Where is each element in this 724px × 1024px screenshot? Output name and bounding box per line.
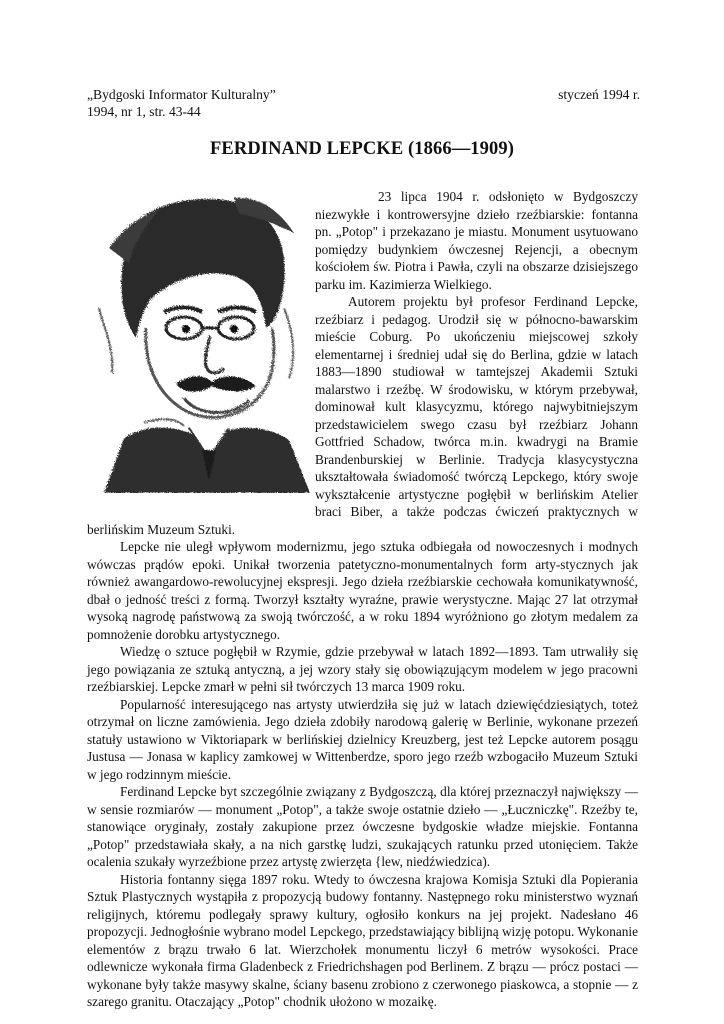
source-citation (87, 86, 276, 120)
paragraph-2: Autorem projektu był profesor Ferdinand Lepcke, rzeźbiarz i pedagog. Urodził się w północno-bawarskim mieście Coburg. Po ukończeniu miejscowej szkoły elementarnej i średniej udał się do Berlina, gdzie w latach 1883—1890 studiował w tamtejszej Akademii Sztuki malarstwo i rzeźbę. W środowisku, w którym przebywał, dominował kult klasycyzmu, którego najwybitniejszym przedstawicielem swego czasu był rzeźbiarz Johann Gottfried Schadow, twórca m.in. kwadrygi na Bramie Brandenburskiej w Berlinie. Tradycja klasycystyczna ukształtowała świadomość twórczą Lepckego, który swoje wykształcenie artystyczne pogłębił w berlińskim Atelier braci Biber, a także podczas ćwiczeń praktycznych w berlińskim Muzeum Sztuki. (87, 294, 638, 537)
source-line-1: „Bydgoski Informator Kulturalny” (87, 87, 276, 102)
paragraph-6: Ferdinand Lepcke byt szczególnie związany z Bydgoszczą, dla której przeznaczył największy — w sensie rozmiarów — monument „Potop", a także swoje ostatnie dzieło — „Łuczniczkę". Rzeźby te, stanowiące oryginały, zostały zakupione przez ówczesne bydgoskie władze miejskie. Fontanna „Potop" przedstawiała skały, a na nich garstkę ludzi, szukających ratunku przed utonięciem. Także ocalenia szukały wyrzeźbione przez artystę zwierzęta {lew, niedźwiedzica). (87, 784, 638, 869)
paragraph-1: 23 lipca 1904 r. odsłonięto w Bydgoszczy niezwykłe i kontrowersyjne dzieło rzeźbiarskie: fontanna pn. „Potop" i przekazano je miastu. Monument usytuowano pomiędzy budynkiem ówczesnej Rejencji, a obecnym kościołem św. Piotra i Pawła, czyli na obszarze dzisiejszego parku im. Kazimierza Wielkiego. (315, 189, 638, 292)
article-body (87, 188, 638, 1011)
paragraph-3: Lepcke nie uległ wpływom modernizmu, jego sztuka odbiegała od nowoczesnych i modnych wówczas prądów epoki. Unikał tworzenia patetyczno-monumentalnych form arty-stycznych jak również awangardowo-rewolucyjnej ekspresji. Jego dzieła rzeźbiarskie cechowała komunikatywność, dbał o jedność treści z formą. Tworzył kształty wyraźne, prawie werystyczne. Mając 27 lat otrzymał wysoką nagrodę państwową za swoją twórczość, a w roku 1894 wyróżniono go złotym medalem za pomnożenie dorobku artystycznego. (87, 539, 638, 642)
article-title: FERDINAND LEPCKE (1866—1909) (210, 139, 514, 159)
paragraph-4: Wiedzę o sztuce pogłębił w Rzymie, gdzie przebywał w latach 1892—1893. Tam utrwaliły się jego powiązania ze sztuką antyczną, a jej wzory stały się obowiązującym modelem w jego pracowni rzeźbiarskiej. Lepcke zmarł w pełni sił twórczych 13 marca 1909 roku. (87, 644, 638, 694)
source-line-2: 1994, nr 1, str. 43-44 (87, 104, 201, 119)
paragraph-7: Historia fontanny sięga 1897 roku. Wtedy to ówczesna krajowa Komisja Sztuki dla Popierania Sztuk Plastycznych wystąpiła z propozycją budowy fontanny. Następnego roku ministerstwo wyznań religijnych, któremu podlegały sprawy kultury, ogłosiło konkurs na jej projekt. Nadesłano 46 propozycji. Jednogłośnie wybrano model Lepckego, przedstawiający biblijną wizję potopu. Wykonanie elementów z brązu trwało 6 lat. Wierzchołek monumentu liczył 6 metrów wysokości. Prace odlewnicze wykonała firma Gladenbeck z Friedrichshagen pod Berlinem. Z brązu — prócz postaci — wykonane były także masywy skalne, ściany basenu zrobiono z czerwonego piaskowca, a stopnie — z szarego granitu. Otaczający „Potop" chodnik ułożono w mozaikę. (87, 871, 638, 1009)
publication-date: styczeń 1994 r. (558, 87, 640, 102)
portrait-spacer (87, 188, 315, 506)
paragraph-5: Popularność interesującego nas artysty utwierdziła się już w latach dziewięćdziesiątych, toteż otrzymał on liczne zamówienia. Jego dzieła zdobiły narodową galerię w Berlinie, wykonane przezeń statuły ustawiono w Viktoriapark w berlińskiej dzielnicy Kreuzberg, jest też Lepcke autorem posągu Justusa — Jonasa w kaplicy zamkowej w Wittenberdze, sporo jego rzeźb wzbogaciło Muzeum Sztuki w jego rodzinnym mieście. (87, 696, 638, 782)
